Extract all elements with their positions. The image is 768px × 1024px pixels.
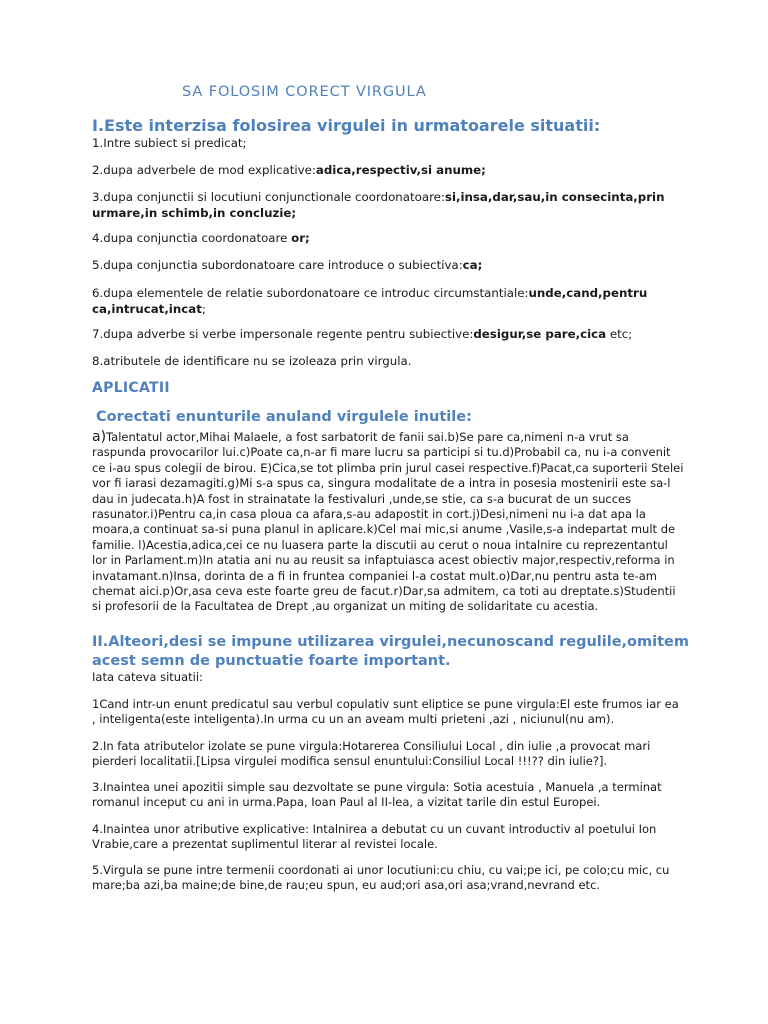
rule-item-5: 5.dupa conjunctia subordonatoare care introduce o subiectiva:ca; bbox=[92, 258, 483, 272]
rule-item-7: 7.dupa adverbe si verbe impersonale regente pentru subiective:desigur,se pare,cica etc; bbox=[92, 327, 633, 341]
document-title: SA FOLOSIM CORECT VIRGULA bbox=[182, 84, 427, 100]
section-2-intro: Iata cateva situatii: bbox=[92, 670, 203, 684]
applications-subheading: Corectati enunturile anuland virgulele inutile: bbox=[96, 409, 472, 425]
rule-item-2: 2.dupa adverbele de mod explicative:adica,respectiv,si anume; bbox=[92, 163, 486, 177]
situation-4: 4.Inaintea unor atributive explicative: Intalnirea a debutat cu un cuvant introductiv al poetului Ion Vrabie,care a prezentat suplimentul literar al revistei locale. bbox=[92, 822, 657, 852]
situation-2: 2.In fata atributelor izolate se pune virgula:Hotarerea Consiliului Local , din iulie ,a provocat mari pierderi localitatii.[Lipsa virgulei modifica sensul enuntului:Consiliul Local !!!?? din iulie?]. bbox=[92, 739, 651, 769]
exercise-body: Talentatul actor,Mihai Malaele, a fost sarbatorit de fanii sai.b)Se pare ca,nimeni n-a vrut sa raspunda provocarilor lui.c)Poate ca,n-ar fi mare lucru sa participi si tu.d)Probabil ca, nu i-a convenit ce i-au spus colegii de birou. E)Cica,se tot plimba prin jurul casei respective.f)Pacat,ca suporterii Stelei vor fi iarasi dezamagiti.g)Mi s-a spus ca, singura modalitate de a intra in posesia mostenirii este sa-l dau in judecata.h)A fost in strainatate la festivaluri ,unde,se stie, ca s-a bucurat de un succes rasunator.i)Pentru ca,in casa ploua ca afara,s-au adapostit in cort.j)Desi,nimeni nu i-a dat apa la moara,a continuat sa-si puna planul in aplicare.k)Cel mai mic,si anume ,Vasile,s-a indepartat mult de familie. l)Acestia,adica,cei ce nu luasera parte la discutii au cerut o noua intalnire cu reprezentantul lor in Parlament.m)In atatia ani nu au reusit sa infaptuiasca acest obiectiv major,respectiv,reforma in invatamant.n)Insa, dorinta de a fi in fruntea companiei l-a costat mult.o)Dar,nu pentru asta te-am chemat aici.p)Or,asa ceva este foarte greu de facut.r)Dar,sa admitem, ca toti au dreptate.s)Studentii si profesorii de la Facultatea de Drept ,au organizat un miting de solidaritate cu acestia. bbox=[92, 430, 684, 614]
situation-3: 3.Inaintea unei apozitii simple sau dezvoltate se pune virgula: Sotia acestuia , Manuela ,a terminat romanul inceput cu ani in urma.Papa, Ioan Paul al II-lea, a vizitat tarile din estul Europei. bbox=[92, 780, 662, 810]
section-2-heading: II.Alteori,desi se impune utilizarea virgulei,necunoscand regulile,omitem acest semn de punctuatie foarte important. bbox=[92, 634, 689, 669]
rule-item-4: 4.dupa conjunctia coordonatoare or; bbox=[92, 231, 310, 245]
rule-item-6: 6.dupa elementele de relatie subordonatoare ce introduc circumstantiale:unde,cand,pentru ca,intrucat,incat; bbox=[92, 286, 648, 316]
situation-5: 5.Virgula se pune intre termenii coordonati ai unor locutiuni:cu chiu, cu vai;pe ici, pe colo;cu mic, cu mare;ba azi,ba maine;de bine,de rau;eu spun, eu aud;ori asa,ori asa;vrand,nevrand etc. bbox=[92, 863, 670, 893]
applications-heading: APLICATII bbox=[92, 380, 170, 396]
rule-item-3: 3.dupa conjunctii si locutiuni conjunctionale coordonatoare:si,insa,dar,sau,in consecinta,prin urmare,in schimb,in concluzie; bbox=[92, 190, 665, 220]
situation-1: 1Cand intr-un enunt predicatul sau verbul copulativ sunt eliptice se pune virgula:El este frumos iar ea , inteligenta(este inteligenta).In urma cu un an aveam multi prieteni ,azi , niciunul(nu am). bbox=[92, 697, 679, 727]
section-1-heading: I.Este interzisa folosirea virgulei in urmatoarele situatii: bbox=[92, 116, 601, 135]
applications-exercise bbox=[92, 430, 684, 615]
exercise-lead: a) bbox=[92, 429, 107, 445]
rule-item-1: 1.Intre subiect si predicat; bbox=[92, 136, 247, 150]
rule-item-8: 8.atributele de identificare nu se izoleaza prin virgula. bbox=[92, 354, 412, 368]
